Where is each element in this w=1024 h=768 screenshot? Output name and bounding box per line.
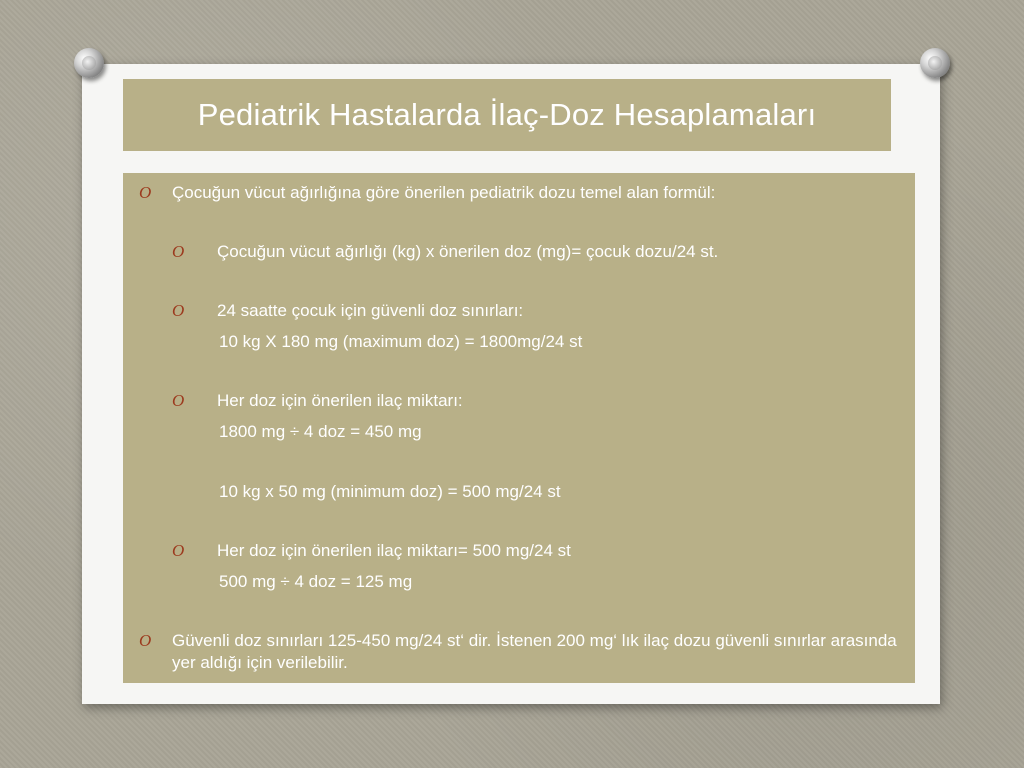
bullet-icon: O [139, 183, 152, 202]
continuation-text: 1800 mg ÷ 4 doz = 450 mg [219, 422, 422, 441]
bullet-text: Her doz için önerilen ilaç miktarı= 500 mg/24 st [217, 541, 571, 560]
title-panel [123, 79, 891, 151]
bullet-icon: O [172, 541, 185, 560]
pushpin-icon [920, 48, 950, 78]
bullet-icon: O [172, 301, 185, 320]
bullet-text: 24 saatte çocuk için güvenli doz sınırları: [217, 301, 524, 320]
continuation-text: 500 mg ÷ 4 doz = 125 mg [219, 572, 413, 591]
bullet-icon: O [172, 391, 185, 410]
bullet-text: Güvenli doz sınırları 125-450 mg/24 st‘ dir. İstenen 200 mg‘ lık ilaç dozu güvenli sınırlar arasında yer aldığı için verilebilir. [172, 631, 897, 672]
bullet-text: Her doz için önerilen ilaç miktarı: [217, 391, 463, 410]
bullet-icon: O [172, 242, 185, 261]
continuation-text: 10 kg x 50 mg (minimum doz) = 500 mg/24 st [219, 482, 561, 501]
continuation-text: 10 kg X 180 mg (maximum doz) = 1800mg/24 st [219, 332, 583, 351]
bullet-icon: O [139, 631, 152, 650]
bullet-text: Çocuğun vücut ağırlığına göre önerilen pediatrik dozu temel alan formül: [172, 183, 716, 202]
slide-title: Pediatrik Hastalarda İlaç-Doz Hesaplamaları [197, 97, 817, 132]
pushpin-icon [74, 48, 104, 78]
bullet-text: Çocuğun vücut ağırlığı (kg) x önerilen doz (mg)= çocuk dozu/24 st. [217, 242, 719, 261]
content-panel [123, 173, 915, 683]
